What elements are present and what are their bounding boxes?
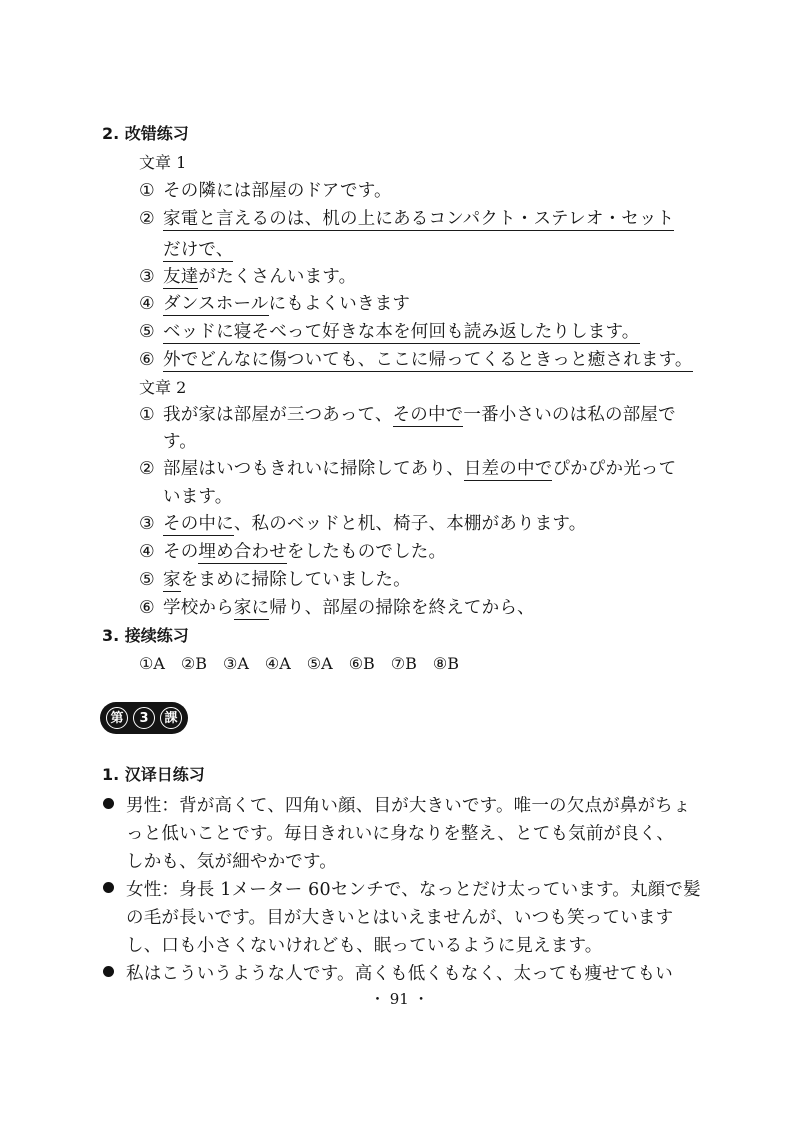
bullet-icon bbox=[103, 882, 114, 893]
lesson-badge-number: 3 bbox=[133, 707, 155, 729]
list-item: ④ その埋め合わせをしたものでした。 bbox=[139, 542, 447, 562]
list-item: ② 部屋はいつもきれいに掃除してあり、日差の中でぴかぴか光って bbox=[139, 459, 677, 479]
section-heading-translation: 1. 汉译日练习 bbox=[102, 765, 205, 784]
answer-list: ①A ②B ③A ④A ⑤A ⑥B ⑦B ⑧B bbox=[139, 654, 460, 673]
list-item: ⑥ 学校から家に帰り、部屋の掃除を終えてから、 bbox=[139, 598, 535, 618]
paragraph-line: の毛が長いです。目が大きいとはいえませんが、いつも笑っています bbox=[126, 908, 674, 928]
paragraph-line: 私はこういうような人です。高くも低くもなく、太っても痩せてもい bbox=[103, 960, 673, 985]
list-item: ① 我が家は部屋が三つあって、その中で一番小さいのは私の部屋で bbox=[139, 405, 676, 425]
list-item-continuation: す。 bbox=[163, 432, 197, 452]
page-number: ・ 91 ・ bbox=[370, 990, 429, 1008]
text-2-title: 文章 2 bbox=[139, 378, 187, 397]
list-item: ① その隣には部屋のドアです。 bbox=[139, 181, 392, 201]
lesson-badge-char: 課 bbox=[160, 707, 182, 729]
lesson-badge-char: 第 bbox=[106, 707, 128, 729]
list-item-continuation: だけで、 bbox=[163, 240, 234, 260]
text-1-title: 文章 1 bbox=[139, 153, 187, 172]
list-item: ② 家電と言えるのは、机の上にあるコンパクト・ステレオ・セット bbox=[139, 209, 675, 229]
section-heading-correction: 2. 改错练习 bbox=[102, 124, 189, 143]
list-item: ④ ダンスホールにもよくいきます bbox=[139, 294, 411, 314]
bullet-icon bbox=[103, 966, 114, 977]
list-item: ⑥ 外でどんなに傷ついても、ここに帰ってくるときっと癒されます。 bbox=[139, 350, 693, 370]
paragraph-line: っと低いことです。毎日きれいに身なりを整え、とても気前が良く、 bbox=[126, 824, 674, 844]
list-item: ⑤ ベッドに寝そべって好きな本を何回も読み返したりします。 bbox=[139, 322, 640, 342]
paragraph-line: 男性：背が高くて、四角い顔、目が大きいです。唯一の欠点が鼻がちょ bbox=[103, 792, 691, 817]
list-item: ③ その中に、私のベッドと机、椅子、本棚があります。 bbox=[139, 514, 587, 534]
paragraph-line: しかも、気が細やかです。 bbox=[126, 852, 337, 872]
bullet-icon bbox=[103, 798, 114, 809]
list-item: ③ 友達がたくさんいます。 bbox=[139, 267, 357, 287]
lesson-badge bbox=[100, 702, 188, 734]
paragraph-line: し、口も小さくないけれども、眠っているように見えます。 bbox=[126, 936, 603, 956]
list-item-continuation: います。 bbox=[163, 487, 233, 507]
section-heading-conjunction: 3. 接续练习 bbox=[102, 626, 189, 645]
list-item: ⑤ 家をまめに掃除していました。 bbox=[139, 570, 411, 590]
paragraph-line: 女性：身長 1メーター 60センチで、なっとだけ太っています。丸顔で髪 bbox=[103, 876, 701, 901]
